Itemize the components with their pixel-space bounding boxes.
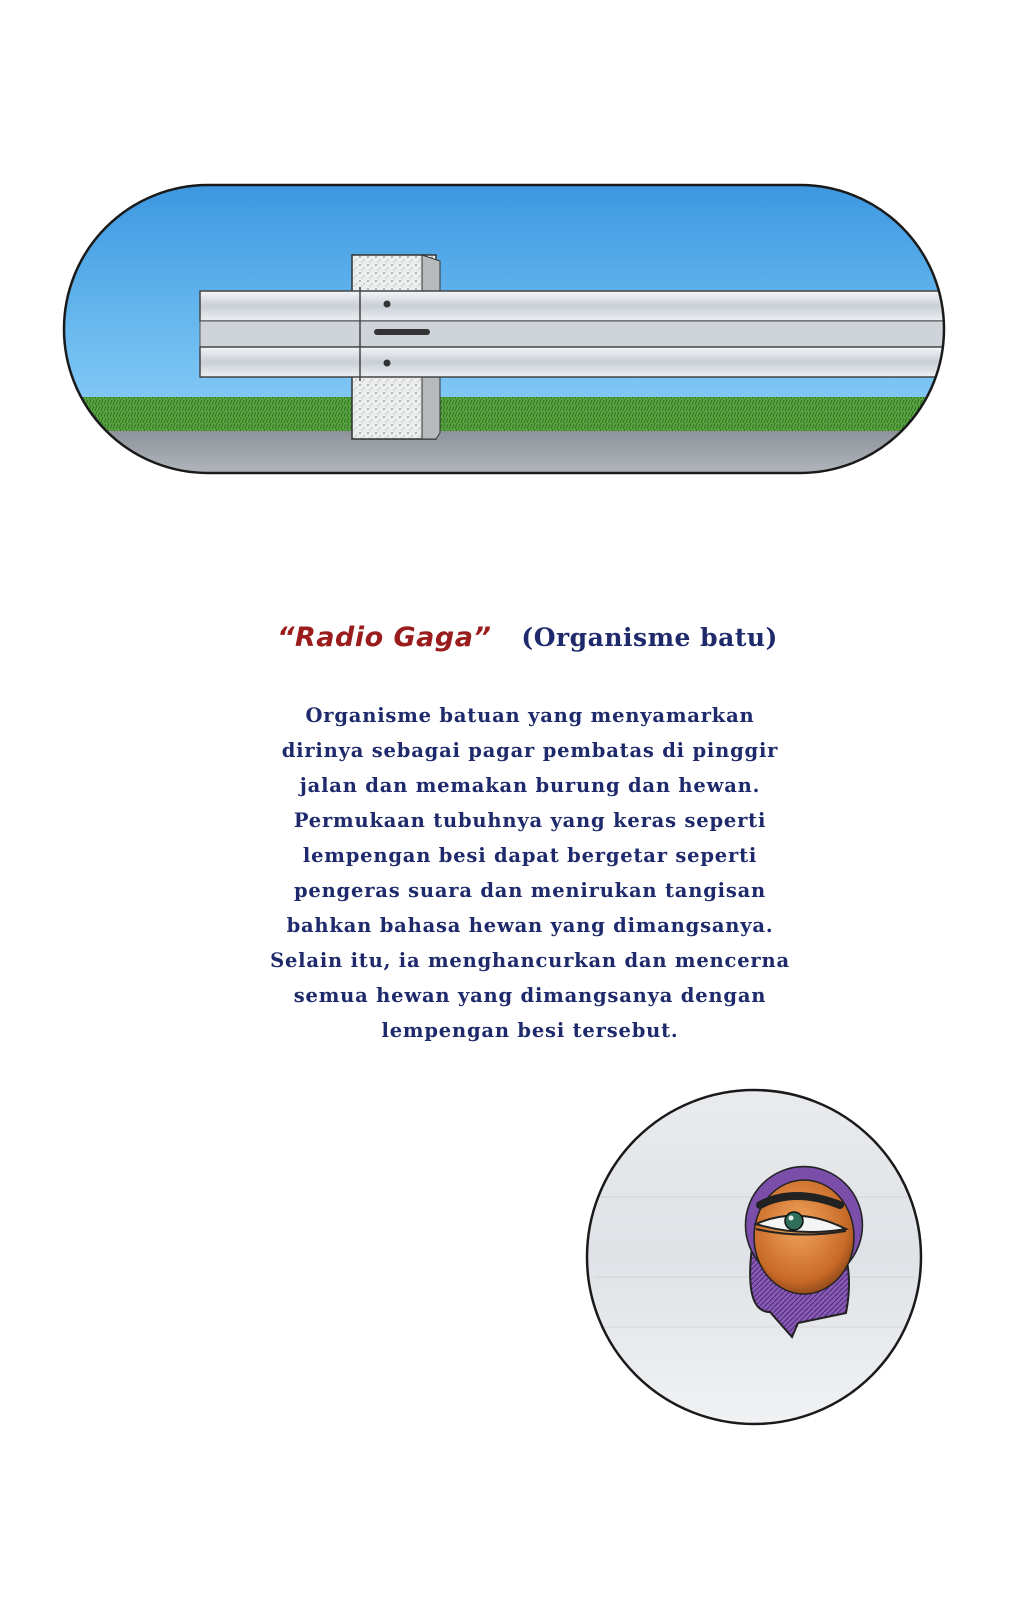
entry-title (0, 615, 1019, 660)
description-line: Organisme batuan yang menyamarkan (305, 704, 755, 727)
description-line: pengeras suara dan menirukan tangisan (293, 879, 767, 902)
creature-description (230, 698, 830, 1048)
hooded-eye-illustration (584, 1087, 924, 1427)
description-line: lempengan besi dapat bergetar seperti (302, 844, 758, 867)
guardrail-illustration (62, 183, 946, 475)
creature-name: “Radio Gaga” (277, 622, 492, 653)
guardrail-illustration-panel (62, 183, 946, 475)
description-line: Selain itu, ia menghancurkan dan mencerna (270, 949, 790, 972)
description-line: Permukaan tubuhnya yang keras seperti (293, 809, 767, 832)
description-line: bahkan bahasa hewan yang dimangsanya. (286, 914, 774, 937)
hooded-eye-illustration-panel (584, 1087, 924, 1427)
description-line: dirinya sebagai pagar pembatas di pinggir (281, 739, 779, 762)
description-line: semua hewan yang dimangsanya dengan (293, 984, 767, 1007)
creature-category: (Organisme batu) (521, 623, 778, 652)
description-line: lempengan besi tersebut. (381, 1019, 679, 1042)
description-line: jalan dan memakan burung dan hewan. (299, 774, 761, 797)
